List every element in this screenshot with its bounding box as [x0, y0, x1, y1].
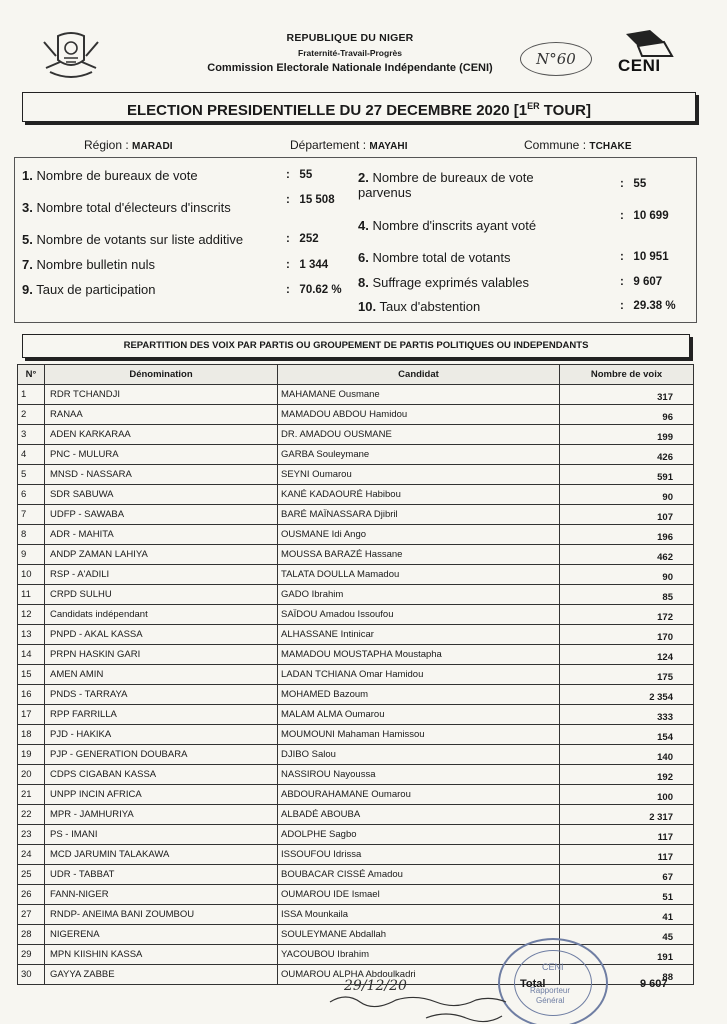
table-row — [18, 445, 694, 465]
row-number: 17 — [18, 705, 45, 725]
candidate-name: ADOLPHE Sagbo — [278, 825, 560, 845]
party-name: RANAA — [45, 405, 278, 425]
region-value: MARADI — [132, 141, 173, 152]
table-row — [18, 645, 694, 665]
vote-count: 2 317 — [560, 805, 694, 825]
row-number: 29 — [18, 945, 45, 965]
row-number: 4 — [18, 445, 45, 465]
vote-count: 172 — [560, 605, 694, 625]
vote-count: 591 — [560, 465, 694, 485]
handwritten-signature — [326, 972, 516, 1024]
vote-count: 124 — [560, 645, 694, 665]
party-name: CRPD SULHU — [45, 585, 278, 605]
candidate-name: MAHAMANE Ousmane — [278, 385, 560, 405]
row-number: 1 — [18, 385, 45, 405]
vote-count: 333 — [560, 705, 694, 725]
party-name: PNDS - TARRAYA — [45, 685, 278, 705]
candidate-name: MOHAMED Bazoum — [278, 685, 560, 705]
candidate-name: MAMADOU ABDOU Hamidou — [278, 405, 560, 425]
candidate-name: OUMAROU ALPHA Abdoulkadri — [278, 965, 560, 985]
department: Département : MAYAHI — [290, 138, 408, 152]
vote-count: 317 — [560, 385, 694, 405]
row-number: 23 — [18, 825, 45, 845]
candidate-name: SOULEYMANE Abdallah — [278, 925, 560, 945]
candidate-name: NASSIROU Nayoussa — [278, 765, 560, 785]
commission-name: Commission Electorale Nationale Indépendante (CENI) — [207, 62, 493, 74]
header — [150, 32, 550, 74]
vote-count: 170 — [560, 625, 694, 645]
svg-text:29/12/20: 29/12/20 — [344, 978, 407, 994]
row-number: 19 — [18, 745, 45, 765]
candidate-name: ALBADÉ ABOUBA — [278, 805, 560, 825]
stat-nuls-value: : 1 344 — [286, 259, 329, 271]
table-row — [18, 625, 694, 645]
party-name: MPR - JAMHURIYA — [45, 805, 278, 825]
party-name: SDR SABUWA — [45, 485, 278, 505]
candidate-name: BARÉ MAÏNASSARA Djibril — [278, 505, 560, 525]
table-row — [18, 565, 694, 585]
stat-bureaux-value: : 55 — [286, 169, 313, 181]
candidate-name: OUSMANE Idi Ango — [278, 525, 560, 545]
ballot-box-icon — [612, 28, 678, 58]
repartition-title: REPARTITION DES VOIX PAR PARTIS OU GROUPEMENT DE PARTIS POLITIQUES OU INDEPENDANTS — [22, 334, 690, 358]
candidate-name: DR. AMADOU OUSMANE — [278, 425, 560, 445]
table-row — [18, 505, 694, 525]
stat-ayant-vote: 4. Nombre d'inscrits ayant voté — [358, 218, 537, 233]
table-row — [18, 745, 694, 765]
ceni-logo-text: CENI — [618, 56, 661, 75]
commune-value: TCHAKE — [589, 141, 632, 152]
vote-count: 192 — [560, 765, 694, 785]
row-number: 12 — [18, 605, 45, 625]
stat-total-votants: 6. Nombre total de votants — [358, 250, 511, 265]
row-number: 6 — [18, 485, 45, 505]
candidate-name: DJIBO Salou — [278, 745, 560, 765]
party-name: AMEN AMIN — [45, 665, 278, 685]
vote-count: 191 — [560, 945, 694, 965]
candidate-name: ISSOUFOU Idrissa — [278, 845, 560, 865]
row-number: 8 — [18, 525, 45, 545]
candidate-name: OUMAROU IDE Ismael — [278, 885, 560, 905]
row-number: 13 — [18, 625, 45, 645]
total-label: Total — [520, 978, 546, 990]
vote-count: 117 — [560, 845, 694, 865]
party-name: PNPD - AKAL KASSA — [45, 625, 278, 645]
election-title: ELECTION PRESIDENTIELLE DU 27 DECEMBRE 2020 [1ER TOUR] — [22, 92, 696, 122]
candidate-name: KANÉ KADAOURÉ Habibou — [278, 485, 560, 505]
table-header-row — [18, 365, 694, 385]
party-name: NIGERENA — [45, 925, 278, 945]
party-name: ADR - MAHITA — [45, 525, 278, 545]
candidate-name: MAMADOU MOUSTAPHA Moustapha — [278, 645, 560, 665]
candidate-name: YACOUBOU Ibrahim — [278, 945, 560, 965]
party-name: UNPP INCIN AFRICA — [45, 785, 278, 805]
vote-count: 85 — [560, 585, 694, 605]
candidate-name: GARBA Souleymane — [278, 445, 560, 465]
party-name: RPP FARRILLA — [45, 705, 278, 725]
row-number: 24 — [18, 845, 45, 865]
candidate-name: MOUSSA BARAZÉ Hassane — [278, 545, 560, 565]
vote-count: 199 — [560, 425, 694, 445]
row-number: 7 — [18, 505, 45, 525]
party-name: FANN-NIGER — [45, 885, 278, 905]
party-name: PNC - MULURA — [45, 445, 278, 465]
stat-bureaux: 1. Nombre de bureaux de vote — [22, 168, 198, 183]
row-number: 15 — [18, 665, 45, 685]
stat-liste-additive-value: : 252 — [286, 233, 319, 245]
vote-count: 45 — [560, 925, 694, 945]
stat-inscrits: 3. Nombre total d'électeurs d'inscrits — [22, 200, 231, 215]
candidate-name: ALHASSANE Intinicar — [278, 625, 560, 645]
col-header-denomination: Dénomination — [45, 365, 278, 385]
table-row — [18, 665, 694, 685]
party-name: PS - IMANI — [45, 825, 278, 845]
table-row — [18, 845, 694, 865]
handwritten-number: N°60 — [520, 42, 592, 76]
table-row — [18, 765, 694, 785]
row-number: 16 — [18, 685, 45, 705]
stat-suffrage: 8. Suffrage exprimés valables — [358, 275, 530, 290]
party-name: MCD JARUMIN TALAKAWA — [45, 845, 278, 865]
vote-count: 90 — [560, 485, 694, 505]
stat-total-votants-value: : 10 951 — [620, 251, 669, 263]
vote-count: 196 — [560, 525, 694, 545]
vote-count: 154 — [560, 725, 694, 745]
table-row — [18, 865, 694, 885]
vote-count: 462 — [560, 545, 694, 565]
department-value: MAYAHI — [369, 141, 408, 152]
ceni-logo — [612, 28, 678, 80]
vote-count: 51 — [560, 885, 694, 905]
stat-abstention-value: : 29.38 % — [620, 300, 676, 312]
party-name: PRPN HASKIN GARI — [45, 645, 278, 665]
row-number: 27 — [18, 905, 45, 925]
party-name: UDFP - SAWABA — [45, 505, 278, 525]
row-number: 14 — [18, 645, 45, 665]
party-name: MNSD - NASSARA — [45, 465, 278, 485]
vote-count: 100 — [560, 785, 694, 805]
total-value: 9 607 — [640, 978, 668, 990]
row-number: 22 — [18, 805, 45, 825]
vote-count: 107 — [560, 505, 694, 525]
votes-table — [17, 364, 694, 985]
stat-participation: 9. Taux de participation — [22, 282, 156, 297]
party-name: RNDP- ANEIMA BANI ZOUMBOU — [45, 905, 278, 925]
candidate-name: MALAM ALMA Oumarou — [278, 705, 560, 725]
table-row — [18, 885, 694, 905]
party-name: GAYYA ZABBE — [45, 965, 278, 985]
party-name: RDR TCHANDJI — [45, 385, 278, 405]
candidate-name: TALATA DOULLA Mamadou — [278, 565, 560, 585]
vote-count: 426 — [560, 445, 694, 465]
vote-count: 41 — [560, 905, 694, 925]
party-name: ADEN KARKARAA — [45, 425, 278, 445]
row-number: 3 — [18, 425, 45, 445]
row-number: 2 — [18, 405, 45, 425]
stat-liste-additive: 5. Nombre de votants sur liste additive — [22, 232, 244, 247]
table-row — [18, 465, 694, 485]
row-number: 11 — [18, 585, 45, 605]
stat-inscrits-value: : 15 508 — [286, 194, 335, 206]
row-number: 20 — [18, 765, 45, 785]
table-row — [18, 685, 694, 705]
stat-bureaux-parvenus-value: : 55 — [620, 178, 647, 190]
vote-count: 90 — [560, 565, 694, 585]
candidate-name: SEYNI Oumarou — [278, 465, 560, 485]
stat-ayant-vote-value: : 10 699 — [620, 210, 669, 222]
motto: Fraternité-Travail-Progrès — [298, 48, 402, 58]
table-row — [18, 905, 694, 925]
stat-suffrage-value: : 9 607 — [620, 276, 663, 288]
table-row — [18, 725, 694, 745]
country-name: REPUBLIQUE DU NIGER — [286, 32, 414, 44]
vote-count: 67 — [560, 865, 694, 885]
col-header-candidat: Candidat — [278, 365, 560, 385]
table-row — [18, 585, 694, 605]
vote-count: 96 — [560, 405, 694, 425]
row-number: 9 — [18, 545, 45, 565]
row-number: 25 — [18, 865, 45, 885]
vote-count: 175 — [560, 665, 694, 685]
candidate-name: BOUBACAR CISSÉ Amadou — [278, 865, 560, 885]
row-number: 5 — [18, 465, 45, 485]
row-number: 28 — [18, 925, 45, 945]
ceni-stamp: CENI Rapporteur Général — [498, 938, 608, 1024]
table-row — [18, 485, 694, 505]
vote-count: 117 — [560, 825, 694, 845]
row-number: 18 — [18, 725, 45, 745]
vote-count: 88 — [560, 965, 694, 985]
party-name: PJP - GENERATION DOUBARA — [45, 745, 278, 765]
vote-count: 140 — [560, 745, 694, 765]
table-row — [18, 525, 694, 545]
stat-participation-value: : 70.62 % — [286, 284, 342, 296]
table-row — [18, 385, 694, 405]
row-number: 30 — [18, 965, 45, 985]
stat-nuls: 7. Nombre bulletin nuls — [22, 257, 155, 272]
table-row — [18, 785, 694, 805]
candidate-name: ISSA Mounkaila — [278, 905, 560, 925]
table-row — [18, 545, 694, 565]
party-name: MPN KIISHIN KASSA — [45, 945, 278, 965]
vote-count: 2 354 — [560, 685, 694, 705]
candidate-name: GADO Ibrahim — [278, 585, 560, 605]
table-row — [18, 825, 694, 845]
table-row — [18, 805, 694, 825]
table-row — [18, 425, 694, 445]
table-row — [18, 605, 694, 625]
commune: Commune : TCHAKE — [524, 138, 632, 152]
table-row — [18, 925, 694, 945]
region: Région : MARADI — [84, 138, 173, 152]
party-name: CDPS CIGABAN KASSA — [45, 765, 278, 785]
party-name: RSP - A'ADILI — [45, 565, 278, 585]
candidate-name: ABDOURAHAMANE Oumarou — [278, 785, 560, 805]
table-row — [18, 405, 694, 425]
candidate-name: LADAN TCHIANA Omar Hamidou — [278, 665, 560, 685]
table-row — [18, 705, 694, 725]
party-name: UDR - TABBAT — [45, 865, 278, 885]
stat-abstention: 10. Taux d'abstention — [358, 299, 481, 314]
candidate-name: MOUMOUNI Mahaman Hamissou — [278, 725, 560, 745]
party-name: Candidats indépendant — [45, 605, 278, 625]
stat-bureaux-parvenus: 2. Nombre de bureaux de vote parvenus — [358, 170, 534, 200]
party-name: ANDP ZAMAN LAHIYA — [45, 545, 278, 565]
row-number: 10 — [18, 565, 45, 585]
col-header-no: N° — [18, 365, 45, 385]
col-header-voix: Nombre de voix — [560, 365, 694, 385]
row-number: 21 — [18, 785, 45, 805]
candidate-name: SAÏDOU Amadou Issoufou — [278, 605, 560, 625]
row-number: 26 — [18, 885, 45, 905]
party-name: PJD - HAKIKA — [45, 725, 278, 745]
niger-coat-of-arms-icon — [40, 28, 102, 82]
